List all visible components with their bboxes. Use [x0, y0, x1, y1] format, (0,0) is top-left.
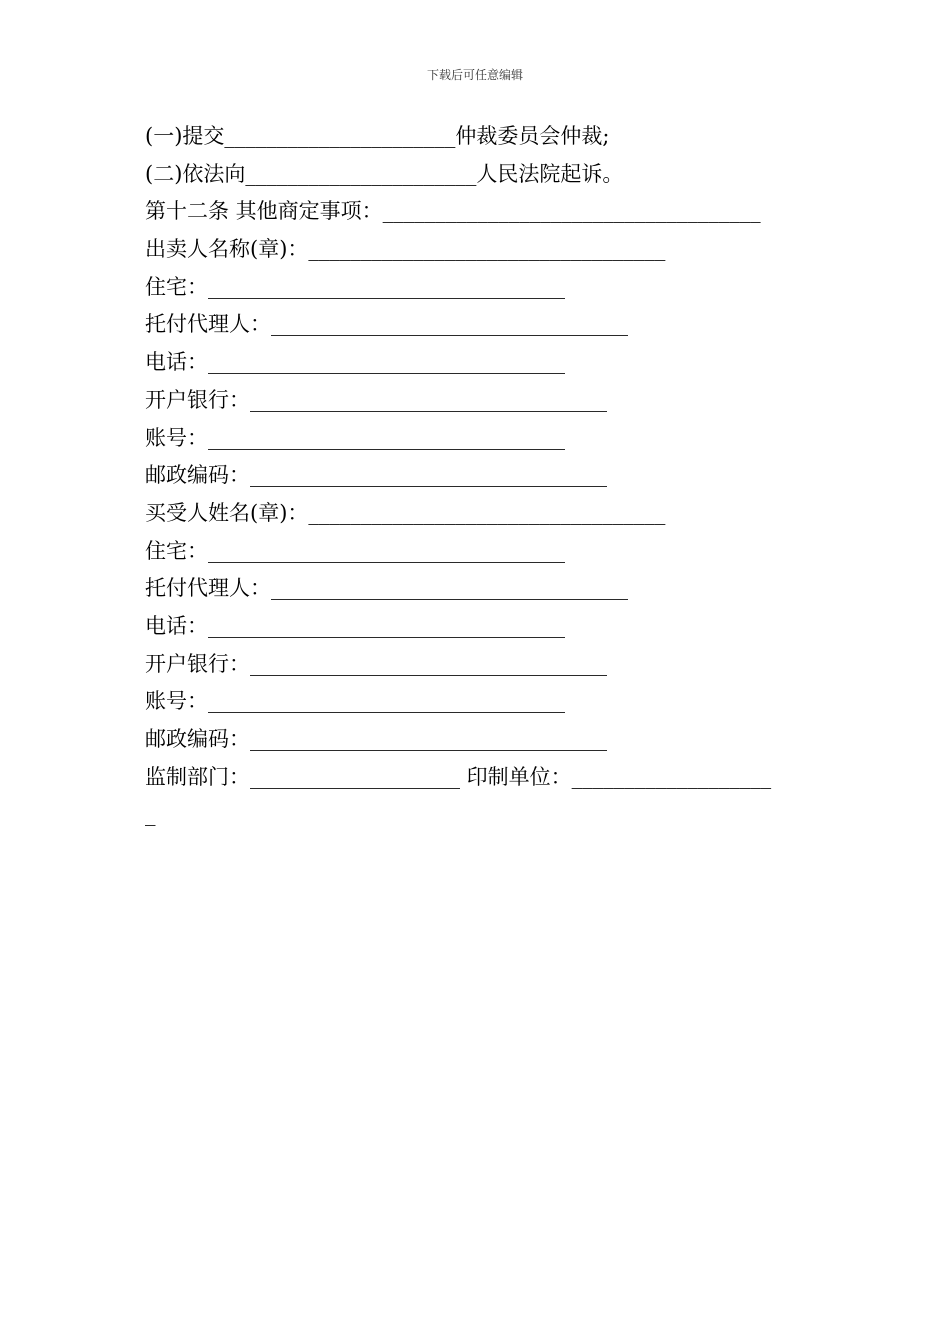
contract-body — [145, 119, 825, 835]
text-line: 账号：__________________________________ — [145, 689, 565, 714]
text-line: 住宅：__________________________________ — [145, 274, 565, 299]
text-line: 第十二条 其他商定事项：____________________________________ — [145, 199, 761, 224]
text-line: 买受人姓名(章)：__________________________________ — [145, 500, 666, 525]
text-line: 托付代理人：__________________________________ — [145, 312, 628, 337]
text-line: 出卖人名称(章)：__________________________________ — [145, 237, 666, 262]
text-line: 账号：__________________________________ — [145, 425, 565, 450]
text-line: (一)提交______________________仲裁委员会仲裁; — [145, 124, 610, 148]
text-line: 邮政编码：__________________________________ — [145, 727, 607, 751]
text-line: 开户银行：__________________________________ — [145, 651, 607, 676]
text-line: 开户银行：__________________________________ — [145, 387, 607, 412]
text-line: (二)依法向______________________人民法院起诉。 — [145, 161, 624, 186]
text-line: 邮政编码：__________________________________ — [145, 463, 607, 488]
page-header: 下载后可任意编辑 — [426, 68, 523, 82]
text-line: 电话：__________________________________ — [145, 350, 565, 375]
text-line: 电话：__________________________________ — [145, 613, 565, 638]
text-line: _ — [145, 802, 156, 827]
text-line: 托付代理人：__________________________________ — [145, 576, 628, 601]
text-line: 住宅：__________________________________ — [145, 538, 565, 563]
text-line: 监制部门：____________________ 印制单位：___________________ — [145, 764, 772, 789]
